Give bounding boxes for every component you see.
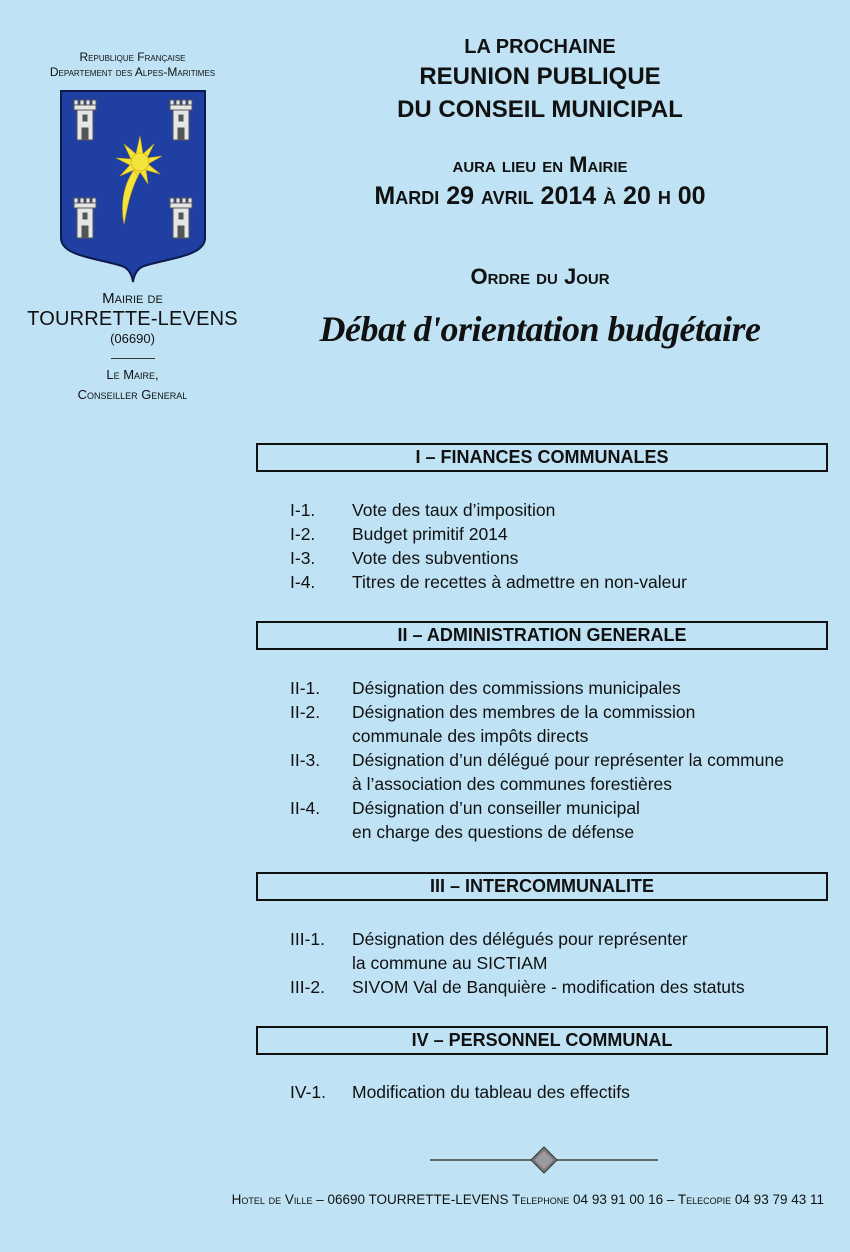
list-item [290, 546, 840, 570]
list-item [290, 676, 840, 700]
section-items-finances [290, 498, 840, 594]
item-text: Vote des taux d’imposition [352, 500, 556, 520]
headline-line-2: REUNION PUBLIQUE [419, 63, 661, 90]
diamond-ornament-icon [430, 1146, 658, 1174]
debat-subtitle: Débat d'orientation budgétaire [319, 309, 761, 349]
item-text [352, 796, 840, 844]
item-text [352, 927, 840, 975]
item-text: Budget primitif 2014 [352, 524, 508, 544]
item-text: Vote des subventions [352, 548, 519, 568]
departement-label: Departement des Alpes-Maritimes [49, 65, 216, 79]
item-text [352, 700, 840, 748]
zip-code: (06690) [110, 331, 155, 346]
list-item [290, 570, 840, 594]
list-item [290, 498, 840, 522]
town-name: TOURRETTE-LEVENS [27, 308, 238, 330]
list-item [290, 522, 840, 546]
headline-line-1: LA PROCHAINE [464, 36, 616, 58]
item-text-line: Désignation des délégués pour représenter [352, 929, 688, 949]
section-title-intercommunalite: III – INTERCOMMUNALITE [256, 872, 828, 901]
coat-of-arms-icon [58, 88, 208, 284]
item-number: I-2. [290, 524, 316, 544]
section-title-personnel: IV – PERSONNEL COMMUNAL [256, 1026, 828, 1055]
item-text: Titres de recettes à admettre en non-valeur [352, 572, 687, 592]
item-number: II-1. [290, 678, 321, 698]
ordre-du-jour-title: Ordre du Jour [470, 264, 610, 289]
announcement-header [250, 34, 830, 350]
item-text: Modification du tableau des effectifs [352, 1082, 630, 1102]
section-items-personnel [290, 1080, 840, 1104]
list-item [290, 975, 840, 999]
section-items-intercommunalite [290, 927, 840, 999]
list-item [290, 700, 840, 748]
section-title-administration: II – ADMINISTRATION GENERALE [256, 621, 828, 650]
footer-contact: Hotel de Ville – 06690 TOURRETTE-LEVENS Telephone 04 93 91 00 16 – Telecopie 04 93 79 43 11 [231, 1192, 824, 1207]
divider [111, 358, 155, 359]
item-text-line: Désignation d’un conseiller municipal [352, 798, 640, 818]
date-line: Mardi 29 avril 2014 à 20 h 00 [374, 182, 706, 210]
item-text-line: la commune au SICTIAM [352, 953, 548, 973]
republique-label: Republique Française [79, 50, 186, 64]
mairie-header [20, 50, 245, 405]
item-number: II-4. [290, 798, 321, 818]
item-number: I-1. [290, 500, 316, 520]
item-number: III-2. [290, 977, 326, 997]
list-item [290, 796, 840, 844]
list-item [290, 1080, 840, 1104]
item-text: SIVOM Val de Banquière - modification des statuts [352, 977, 745, 997]
section-items-administration [290, 676, 840, 844]
location-line: aura lieu en Mairie [452, 152, 628, 177]
mairie-de-label: Mairie de [102, 290, 163, 307]
section-title-finances: I – FINANCES COMMUNALES [256, 443, 828, 472]
item-text-line: à l’association des communes forestières [352, 774, 673, 794]
list-item [290, 748, 840, 796]
item-text-line: communale des impôts directs [352, 726, 589, 746]
item-number: I-4. [290, 572, 316, 592]
maire-label: Le Maire, [106, 367, 159, 382]
item-text-line: Désignation des membres de la commission [352, 702, 696, 722]
item-text [352, 748, 840, 796]
item-number: II-2. [290, 702, 321, 722]
item-number: III-1. [290, 929, 326, 949]
item-number: I-3. [290, 548, 316, 568]
headline-line-3: DU CONSEIL MUNICIPAL [397, 96, 683, 123]
item-text: Désignation des commissions municipales [352, 678, 681, 698]
item-number: IV-1. [290, 1082, 326, 1102]
item-text-line: Désignation d’un délégué pour représenter la commune [352, 750, 784, 770]
item-text-line: en charge des questions de défense [352, 822, 635, 842]
conseiller-label: Conseiller General [77, 387, 188, 402]
list-item [290, 927, 840, 975]
item-number: II-3. [290, 750, 321, 770]
